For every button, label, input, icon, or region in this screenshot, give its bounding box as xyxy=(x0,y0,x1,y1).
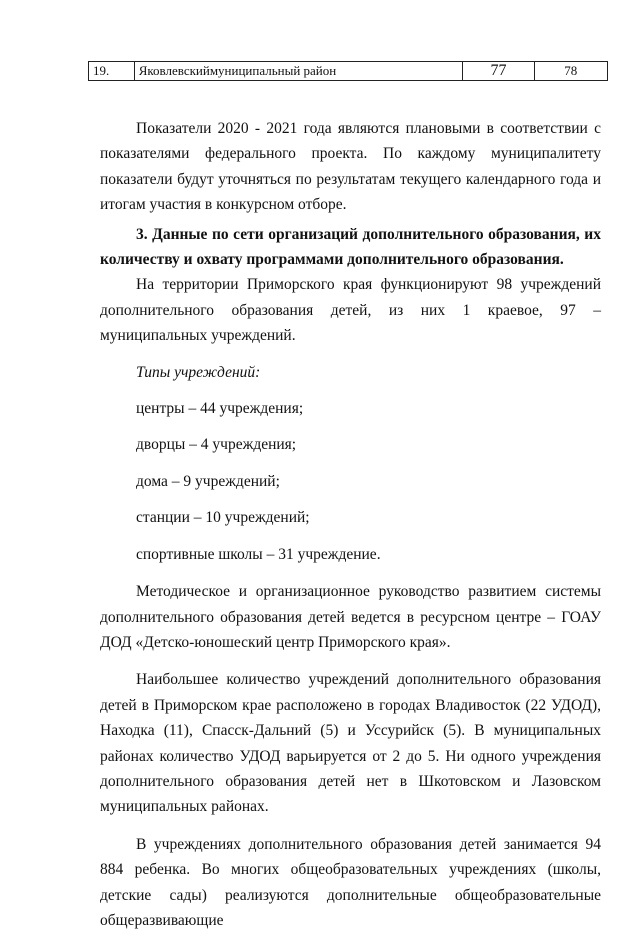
list-item: спортивные школы – 31 учреждение. xyxy=(136,545,381,563)
section-heading: 3. Данные по сети организаций дополнительного образования, их количеству и охвату программами дополнительного образования. xyxy=(100,225,601,269)
document-body xyxy=(100,116,601,933)
types-title: Типы учреждений: xyxy=(136,363,261,381)
table-row xyxy=(89,62,608,81)
list-item: центры – 44 учреждения; xyxy=(136,400,304,418)
value-2021: 78 xyxy=(534,62,607,81)
row-number: 19. xyxy=(89,62,135,81)
list-item: станции – 10 учреждений; xyxy=(136,509,310,527)
paragraph-network: На территории Приморского края функционируют 98 учреждений дополнительного образования детей, из них 1 краевое, 97 – муниципальных учреждений. xyxy=(100,276,601,345)
paragraph-indicators: Показатели 2020 - 2021 года являются плановыми в соответствии с показателями федерального проекта. По каждому муниципалитету показатели будут уточняться по результатам текущего календарного года и итогам участия в конкурсном отборе. xyxy=(100,120,601,214)
list-item: дворцы – 4 учреждения; xyxy=(136,436,297,454)
value-2020: 77 xyxy=(463,62,534,81)
district-name: Яковлевскиймуниципальный район xyxy=(134,62,463,81)
paragraph-distribution: Наибольшее количество учреждений дополнительного образования детей в Приморском крае расположено в городах Владивосток (22 УДОД), Находка (11), Спасск-Дальний (5) и Уссурийск (5). В муниципальных районах количество УДОД варьируется от 2 до 5. Ни одного учреждения дополнительного образования детей нет в Шкотовском и Лазовском муниципальных районах. xyxy=(100,671,601,816)
paragraph-methodology: Методическое и организационное руководство развитием системы дополнительного образования детей ведется в ресурсном центре – ГОАУ ДОД «Детско-юношеский центр Приморского края». xyxy=(100,583,601,651)
list-item: дома – 9 учреждений; xyxy=(136,472,280,490)
district-table xyxy=(88,61,608,81)
paragraph-enrollment: В учреждениях дополнительного образования детей занимается 94 884 ребенка. Во многих общеобразовательных учреждениях (школы, детские сады) реализуются дополнительные общеобразовательные общеразвивающие xyxy=(100,835,601,929)
